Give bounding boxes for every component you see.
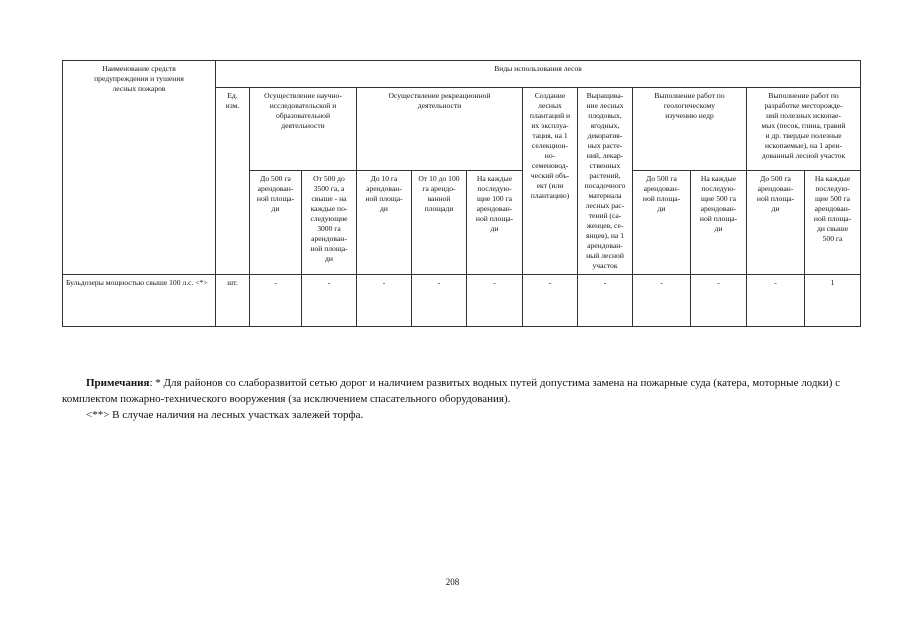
value-cell: - (691, 275, 747, 327)
value-cell: - (302, 275, 357, 327)
subheader-cell: До 500 га арендован- ной площа- ди (250, 170, 302, 274)
subheader-cell: До 500 га арендован- ной площа- ди (747, 170, 805, 274)
value-cell: - (523, 275, 578, 327)
note-1 (62, 376, 860, 408)
group-header-plantations: Создание лесных плантаций и их эксплуа- тация, на 1 селекцион- но- семеновод- ческий объ- ект (или плантацию) (523, 88, 578, 275)
value-cell: - (578, 275, 633, 327)
subheader-cell: От 500 до 3500 га, а свыше - на каждые по- следующие 3000 га арендован- ной площа- ди (302, 170, 357, 274)
group-header-geology: Выполнение работ по геологическому изучению недр (633, 88, 747, 171)
group-header: Виды использования лесов (216, 61, 861, 88)
subheader-cell: На каждые последую- щие 100 га арендован- ной площа- ди (467, 170, 523, 274)
row-name-cell: Бульдозеры мощностью свыше 100 л.с. <*> (63, 275, 216, 327)
subheader-cell: На каждые последую- щие 500 га арендован- ной площа- ди свыше 500 га (805, 170, 861, 274)
table-row (63, 275, 861, 327)
page-number: 208 (445, 577, 460, 587)
subheader-cell: До 500 га арендован- ной площа- ди (633, 170, 691, 274)
subheader-cell: До 10 га арендован- ной площа- ди (357, 170, 412, 274)
value-cell: - (467, 275, 523, 327)
value-cell: - (357, 275, 412, 327)
group-header-research: Осуществление научно- исследовательской и образовательной деятельности (250, 88, 357, 171)
fire-equipment-table (62, 60, 861, 327)
note-2: <**> В случае наличия на лесных участках залежей торфа. (86, 408, 364, 421)
notes-label: Примечания (86, 377, 150, 389)
value-cell: - (250, 275, 302, 327)
col-name-header: Наименование средств предупреждения и тушения лесных пожаров (63, 61, 216, 275)
unit-header: Ед. изм. (216, 88, 250, 275)
subheader-cell: От 10 до 100 га арендо- ванной площади (412, 170, 467, 274)
subheader-cell: На каждые последую- щие 500 га арендован- ной площа- ди (691, 170, 747, 274)
value-cell: 1 (805, 275, 861, 327)
value-cell: - (747, 275, 805, 327)
value-cell: - (633, 275, 691, 327)
note-1-text: : * Для районов со слаборазвитой сетью дорог и наличием развитых водных путей допустима замена на пожарные суда (катера, моторные лодки) с комплектом пожарно-технического вооружения (за исключением спасательного оборудования). (62, 377, 840, 405)
group-header-recreation: Осуществление рекреационной деятельности (357, 88, 523, 171)
group-header-cultivation: Выращива- ние лесных плодовых, ягодных, декоратив- ных расте- ний, лекар- ственных растений, посадочного материала лесных рас- тений (са- женцев, се- янцев), на 1 арендован- ный лесной участок (578, 88, 633, 275)
notes-section (62, 376, 860, 424)
group-header-mining: Выполнение работ по разработке месторожде- ний полезных ископае- мых (песок, глина, гравий и др. твердые полезные ископаемые), на 1 арен- дованный лесной участок (747, 88, 861, 171)
row-unit-cell: шт. (216, 275, 250, 327)
value-cell: - (412, 275, 467, 327)
